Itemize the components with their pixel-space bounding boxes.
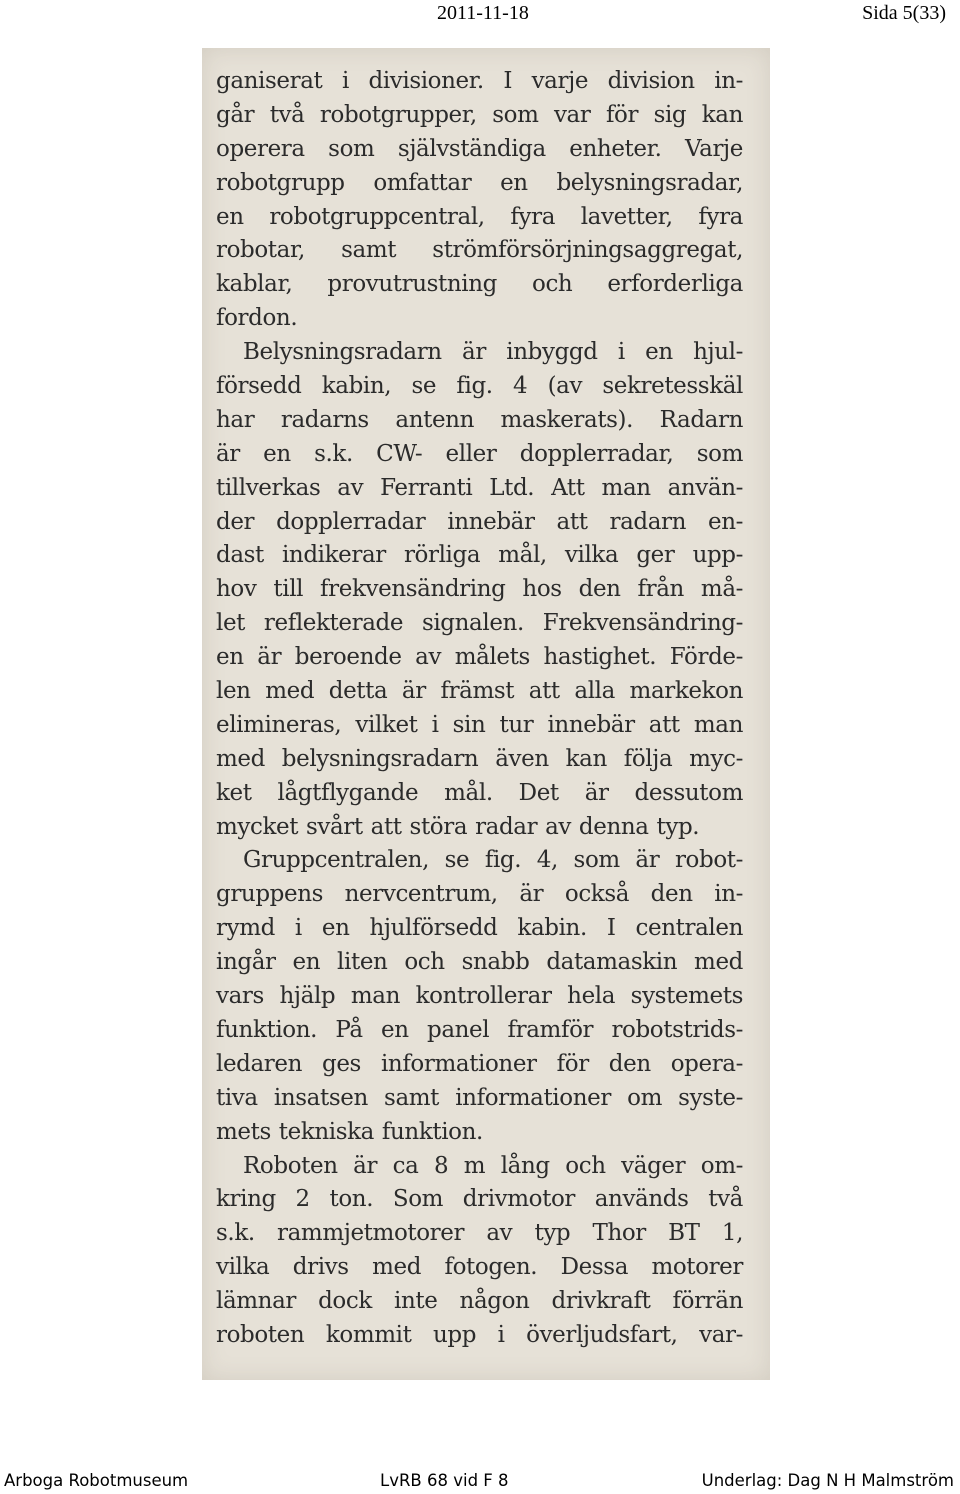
scan-text-line: dast indikerar rörliga mål, vilka ger upp-	[216, 542, 743, 569]
footer-source: Underlag: Dag N H Malmström	[701, 1471, 954, 1490]
scan-text-line: Gruppcentralen, se fig. 4, som är robot-	[243, 847, 743, 874]
scan-text-line: har radarns antenn maskerats). Radarn	[216, 406, 743, 433]
scan-text-line: vars hjälp man kontrollerar hela systemets	[216, 983, 743, 1010]
scan-text-line: ingår en liten och snabb datamaskin med	[216, 949, 743, 976]
scan-text-line: tillverkas av Ferranti Ltd. Att man använ-	[216, 474, 743, 501]
footer-title: LvRB 68 vid F 8	[380, 1471, 509, 1490]
scan-text-line: robotgrupp omfattar en belysningsradar,	[216, 169, 743, 196]
scan-text-line: hov till frekvensändring hos den från må-	[216, 576, 743, 603]
scan-text-line: fordon.	[216, 305, 298, 332]
scan-text-line: Belysningsradarn är inbyggd i en hjul-	[243, 339, 743, 366]
scan-text-line: operera som självständiga enheter. Varje	[216, 135, 743, 162]
header-date: 2011-11-18	[437, 2, 529, 24]
page-number: Sida 5(33)	[862, 2, 946, 24]
scan-text-line: elimineras, vilket i sin tur innebär att man	[216, 711, 743, 738]
scan-text-line: kablar, provutrustning och erforderliga	[216, 271, 743, 298]
scan-text-line: funktion. På en panel framför robotstrids-	[216, 1016, 743, 1043]
scanned-page-image	[202, 48, 770, 1380]
scan-text-line: mycket svårt att störa radar av denna typ.	[216, 813, 700, 840]
scan-text-line: är en s.k. CW- eller dopplerradar, som	[216, 440, 743, 467]
scan-text-line: ganiserat i divisioner. I varje division in-	[216, 68, 743, 94]
scan-text-line: försedd kabin, se fig. 4 (av sekretesskäl	[216, 373, 743, 400]
scan-text-line: mets tekniska funktion.	[216, 1118, 483, 1145]
scan-text-line: ket lågtflygande mål. Det är dessutom	[216, 779, 743, 806]
scan-text-line: kring 2 ton. Som drivmotor används två	[216, 1186, 743, 1213]
footer-organization: Arboga Robotmuseum	[4, 1471, 189, 1490]
scan-text-line: gruppens nervcentrum, är också den in-	[216, 881, 743, 908]
scan-text-line: len med detta är främst att alla markekon	[216, 678, 743, 705]
scan-text-line: vilka drivs med fotogen. Dessa motorer	[216, 1254, 743, 1281]
scan-text-line: rymd i en hjulförsedd kabin. I centralen	[216, 915, 743, 942]
scan-text-line: tiva insatsen samt informationer om syste-	[216, 1084, 743, 1111]
scan-text-line: går två robotgrupper, som var för sig kan	[216, 101, 743, 128]
scan-text-line: Roboten är ca 8 m lång och väger om-	[243, 1152, 743, 1179]
scan-text-line: med belysningsradarn även kan följa myc-	[216, 745, 743, 772]
scan-text-line: en är beroende av målets hastighet. Förde-	[216, 644, 743, 671]
scan-text-line: en robotgruppcentral, fyra lavetter, fyra	[216, 203, 743, 230]
scan-text-line: ledaren ges informationer för den opera-	[216, 1050, 743, 1077]
scan-text-line: let reflekterade signalen. Frekvensändring-	[216, 610, 743, 637]
scan-text-line: der dopplerradar innebär att radarn en-	[216, 508, 743, 535]
scanned-text-body	[216, 65, 743, 1353]
scan-text-line: s.k. rammjetmotorer av typ Thor BT 1,	[216, 1220, 743, 1247]
scan-text-line: lämnar dock inte någon drivkraft förrän	[216, 1288, 743, 1315]
scan-text-line: robotar, samt strömförsörjningsaggregat,	[216, 237, 743, 264]
scan-text-line: roboten kommit upp i överljudsfart, var-	[216, 1321, 743, 1348]
